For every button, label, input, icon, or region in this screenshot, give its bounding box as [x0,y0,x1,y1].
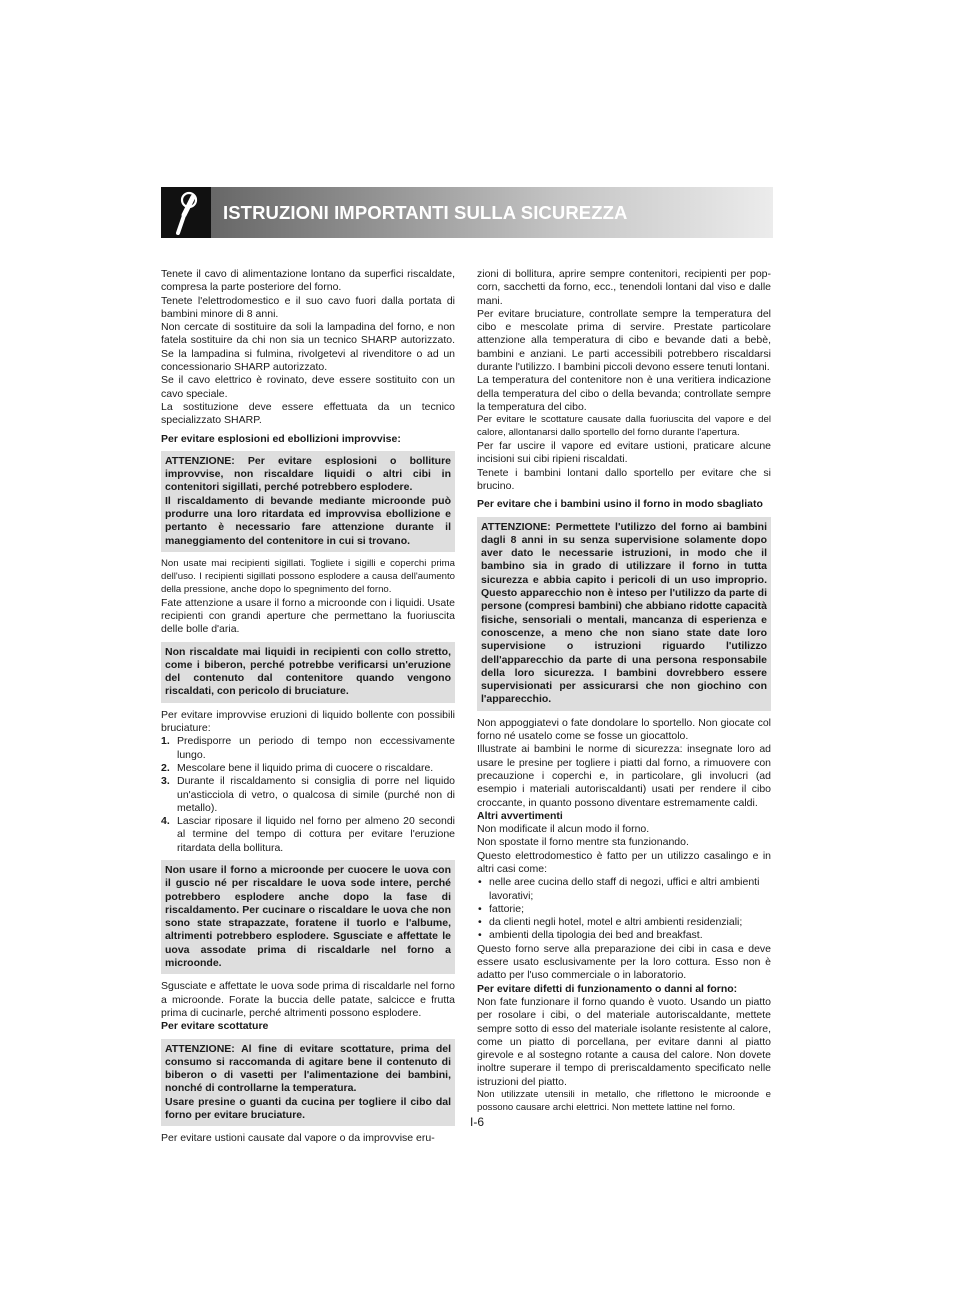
list-item [161,735,455,762]
list-item: • nelle aree cucina dello staff di negozi, uffici e altri ambienti lavorativi; [477,876,771,903]
paragraph: Tenete l'elettrodomestico e il suo cavo fuori dalla portata di bambini minore di 8 anni. [161,294,455,320]
numbered-list [161,735,455,855]
subheading: Per evitare che i bambini usino il forno in modo sbagliato [477,498,763,511]
warning-text: Non usare il forno a microonde per cuocere le uova con il guscio né per riscaldare le uova sode intere, perché potrebbero esplodere anche dopo la fase di riscaldamento. Per cucinare o riscaldare le uova che non sono state strapazzate, foratene il tuorlo e l'albume, altrimenti potrebbero esplodere. Sgusciate e affettate le uova assodate prima di riscaldarle nel forno a microonde. [165,864,451,970]
right-column [477,268,771,1115]
list-number: 3. [161,775,170,788]
paragraph: Illustrate ai bambini le norme di sicurezza: insegnate loro ad usare le presine per togliere i piatti dal forno, a rimuovere con precauzione i coperchi e, in particolare, gli involucri (ad esempio i materiali autoriscaldanti) usati per rendere il cibo croccante, in quanto possono diventare estremamente caldi. [477,743,771,809]
paragraph: Non spostate il forno mentre sta funzionando. [477,836,689,849]
warning-text: ATTENZIONE: Per evitare esplosioni o bolliture improvvise, non riscaldare liquidi o altri cibi in contenitori sigillati, perché potrebbero esplodere. [165,454,451,494]
list-item: • fattorie; [477,903,771,916]
paragraph: Fate attenzione a usare il forno a microonde con i liquidi. Usate recipienti con grandi aperture che permettano la fuoriuscita delle bolle d'aria. [161,596,455,636]
paragraph: Per evitare bruciature, controllate sempre la temperatura del cibo e mescolate prima di servire. Prestate particolare attenzione alla temperatura di cibo e bevande dati a bebè, bambini e anziani. Le parti accessibili potrebbero riscaldarsi durante l'utilizzo. I bambini piccoli devono essere tenuti lontani. [477,307,771,374]
warning-text: Non riscaldate mai liquidi in recipienti con collo stretto, come i biberon, perché potrebbe verificarsi un'eruzione del contenuto dal contenitore quando vengono riscaldati, con pericolo di bruciature. [165,645,451,698]
warning-text: ATTENZIONE: Al fine di evitare scottature, prima del consumo si raccomanda di agitare bene il contenuto di biberon o di vasetti per l'alimentazione dei bambini, nonché di controllarne la temperatura. [165,1042,451,1095]
section-title: ISTRUZIONI IMPORTANTI SULLA SICUREZZA [223,202,628,223]
paragraph: La temperatura del contenitore non è una veritiera indicazione della temperatura del cibo o della bevanda; controllate sempre la temperatura del cibo. [477,374,771,413]
warning-text: ATTENZIONE: Permettete l'utilizzo del forno ai bambini dagli 8 anni in su senza supervisione solamente dopo aver dato le necessarie istruzioni, in modo che il bambino sia in grado di utilizzare il forno in tutta sicurezza e abbia capito i pericoli di un uso improprio. Questo apparecchio non è inteso per l'utilizzo da parte di persone (compresi bambini) che abbiano ridotte capacità fisiche, sensoriali o mentali, mancanza di esperienza e conoscenze, a meno che non siano state date loro supervisione o istruzioni riguardo l'utilizzo dell'apparecchio da parte di una persona responsabile della loro sicurezza. I bambini dovrebbero essere supervisionati per assicurarsi che non giochino con l'apparecchio. [481,520,767,706]
paragraph: Se il cavo elettrico è rovinato, deve essere sostituito con un cavo speciale. [161,374,455,400]
paragraph: Per evitare improvvise eruzioni di liquido bollente con possibili bruciature: [161,708,455,735]
warning-text: Il riscaldamento di bevande mediante microonde può produrre una loro ritardata ed improvvisa ebollizione e pertanto è necessario fare attenzione durante il maneggiamento del contenitore in cui si trovano. [165,494,451,547]
paragraph: Non modificate il alcun modo il forno. [477,823,650,836]
paragraph: Non utilizzate utensili in metallo, che riflettono le microonde e possono causare archi elettrici. Non mettete lattine nel forno. [477,1089,771,1113]
list-number: 1. [161,735,170,748]
warning-box [477,517,771,711]
warning-box [161,860,455,974]
list-item-text: Lasciar riposare il liquido nel forno per almeno 20 secondi al termine del tempo di cottura per evitare l'eruzione ritardata della bollitura. [177,815,455,854]
paragraph: Per far uscire il vapore ed evitare ustioni, praticare alcune incisioni sui cibi ripieni riscaldati. [477,440,771,466]
list-item [161,775,455,815]
paragraph: Questo elettrodomestico è fatto per un utilizzo casalingo e in altri casi come: [477,849,771,875]
subheading: Altri avvertimenti [477,809,563,822]
list-item [161,815,455,855]
paragraph: Tenete i bambini lontani dallo sportello per evitare che si brucino. [477,466,771,492]
subheading: Per evitare difetti di funzionamento o danni al forno: [477,982,738,995]
paragraph: Sgusciate e affettate le uova sode prima di riscaldarle nel forno a microonde. Forate la buccia delle patate, salcicce e frutta prima di cucinarle, perché altrimenti possono esplodere. [161,980,455,1019]
header-icon-box [161,187,211,238]
list-item: • da clienti negli hotel, motel e altri ambienti residenziali; [477,916,771,929]
paragraph: Non cercate di sostituire da soli la lampadina del forno, e non fatela sostituire da chi non sia un tecnico SHARP autorizzato. Se la lampadina si fulmina, rivolgetevi al rivenditore o ad un concessionario SHARP autorizzato. [161,321,455,374]
bullet-list [477,876,771,942]
warning-box [161,642,455,703]
list-item: • ambienti della tipologia dei bed and breakfast. [477,929,771,942]
section-header [161,187,773,238]
paragraph: Per evitare ustioni causate dal vapore o da improvvise eru- [161,1132,435,1145]
list-item [161,762,455,775]
warning-text: Usare presine o guanti da cucina per togliere il cibo dal forno per evitare bruciature. [165,1095,451,1122]
paragraph: Per evitare le scottature causate dalla fuoriuscita del vapore e del calore, allontanarsi dallo sportello del forno durante l'apertura. [477,414,771,439]
paragraph: Non appoggiatevi o fate dondolare lo sportello. Non giocate col forno né usatelo come se fosse un giocattolo. [477,716,771,743]
left-column [161,268,455,1146]
paragraph: Tenete il cavo di alimentazione lontano da superfici riscaldate, compresa la parte posteriore del forno. [161,268,455,294]
paragraph: Non fate funzionare il forno quando è vuoto. Usando un piatto per rosolare i cibi, o del materiale autoriscaldante, mettete sempre sotto di esso del materiale isolante resistente al calore, come un piatto di porcellana, per evitare danni al piatto girevole e al sostegno rotante a causa del calore. Non dovete inoltre superare il tempo di preriscaldamento specificato nelle istruzioni del piatto. [477,995,771,1088]
warning-exclamation-icon [171,191,201,235]
subheading: Per evitare scottature [161,1020,269,1033]
list-item-text: Mescolare bene il liquido prima di cuocere o riscaldare. [177,761,434,774]
paragraph: Non usate mai recipienti sigillati. Togliete i sigilli e coperchi prima dell'uso. I recipienti sigillati possono esplodere a causa dell'aumento della pressione, anche dopo lo spegnimento del forno. [161,557,455,595]
list-item-text: Durante il riscaldamento si consiglia di porre nel liquido un'asticciola di vetro, o qualcosa di simile (purché non di metallo). [177,775,455,814]
paragraph: La sostituzione deve essere effettuata da un tecnico specializzato SHARP. [161,400,455,427]
list-number: 4. [161,815,170,828]
paragraph: zioni di bollitura, aprire sempre contenitori, recipienti per pop-corn, sacchetti da forno, ecc., tenendoli lontani dal viso e dalle mani. [477,268,771,307]
subheading: Per evitare esplosioni ed ebollizioni improvvise: [161,432,401,445]
page-number: I-6 [469,1115,484,1129]
warning-box [161,451,455,552]
paragraph: Questo forno serve alla preparazione dei cibi in casa e deve essere usato esclusivamente per la loro cottura. Esso non è adatto per l'uso commerciale o in laboratorio. [477,942,771,982]
list-item-text: Predisporre un periodo di tempo non eccessivamente lungo. [177,735,455,761]
list-number: 2. [161,761,170,774]
